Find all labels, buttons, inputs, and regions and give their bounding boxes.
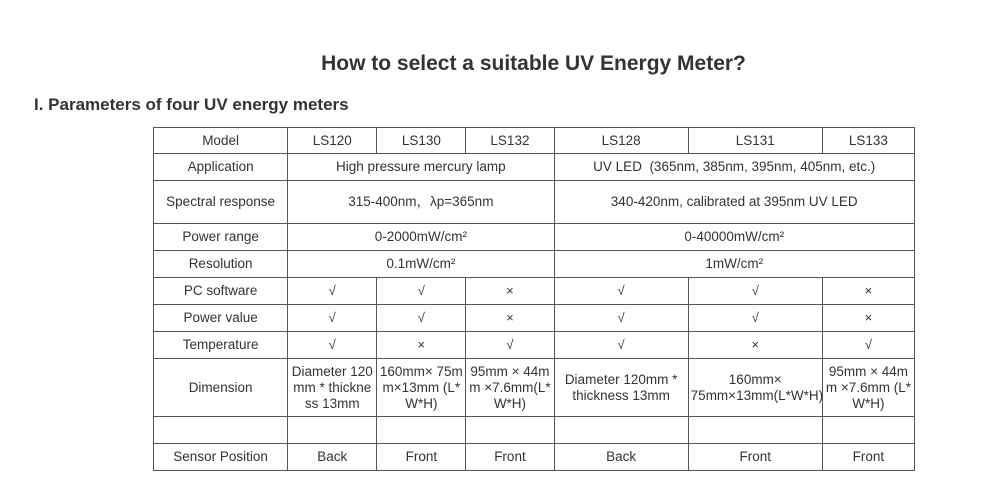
pc-software-ls131: √ xyxy=(688,278,822,305)
pc-software-row xyxy=(154,278,915,305)
section-heading: I. Parameters of four UV energy meters xyxy=(34,95,349,114)
application-row xyxy=(154,154,915,181)
spectral-group2: 340-420nm, calibrated at 395nm UV LED xyxy=(554,181,915,224)
model-row xyxy=(154,128,915,154)
page-title: How to select a suitable UV Energy Meter? xyxy=(321,52,746,75)
power-range-row xyxy=(154,224,915,251)
sensor-position-ls133: Front xyxy=(822,444,914,471)
spectral-row xyxy=(154,181,915,224)
temperature-ls131: × xyxy=(688,332,822,359)
application-group1: High pressure mercury lamp xyxy=(288,154,554,181)
pc-software-ls130: √ xyxy=(377,278,466,305)
pc-software-ls120: √ xyxy=(288,278,377,305)
dimension-row xyxy=(154,359,915,417)
row-label-dimension: Dimension xyxy=(154,359,288,417)
power-value-ls133: × xyxy=(822,305,914,332)
sensor-position-ls120: Back xyxy=(288,444,377,471)
temperature-row xyxy=(154,332,915,359)
empty-cell xyxy=(554,417,688,444)
model-ls120: LS120 xyxy=(288,128,377,154)
empty-cell xyxy=(288,417,377,444)
row-label-power-value: Power value xyxy=(154,305,288,332)
power-value-row xyxy=(154,305,915,332)
row-label-sensor-position: Sensor Position xyxy=(154,444,288,471)
row-label-spectral: Spectral response xyxy=(154,181,288,224)
sensor-position-row xyxy=(154,444,915,471)
power-value-ls120: √ xyxy=(288,305,377,332)
temperature-ls120: √ xyxy=(288,332,377,359)
sensor-position-ls130: Front xyxy=(377,444,466,471)
empty-cell xyxy=(154,417,288,444)
power-value-ls130: √ xyxy=(377,305,466,332)
pc-software-ls128: √ xyxy=(554,278,688,305)
model-ls132: LS132 xyxy=(466,128,554,154)
resolution-group2: 1mW/cm² xyxy=(554,251,915,278)
row-label-application: Application xyxy=(154,154,288,181)
row-label-resolution: Resolution xyxy=(154,251,288,278)
spectral-group1: 315-400nm，λp=365nm xyxy=(288,181,554,224)
parameters-table xyxy=(153,127,915,471)
empty-row xyxy=(154,417,915,444)
temperature-ls133: √ xyxy=(822,332,914,359)
dimension-ls120: Diameter 120mm * thickness 13mm xyxy=(288,359,377,417)
pc-software-ls132: × xyxy=(466,278,554,305)
power-range-group2: 0-40000mW/cm² xyxy=(554,224,915,251)
row-label-power-range: Power range xyxy=(154,224,288,251)
empty-cell xyxy=(822,417,914,444)
power-range-group1: 0-2000mW/cm² xyxy=(288,224,554,251)
dimension-ls128: Diameter 120mm * thickness 13mm xyxy=(554,359,688,417)
temperature-ls128: √ xyxy=(554,332,688,359)
resolution-group1: 0.1mW/cm² xyxy=(288,251,554,278)
sensor-position-ls131: Front xyxy=(688,444,822,471)
row-label-model: Model xyxy=(154,128,288,154)
sensor-position-ls132: Front xyxy=(466,444,554,471)
temperature-ls130: × xyxy=(377,332,466,359)
dimension-ls130: 160mm× 75mm×13mm (L*W*H) xyxy=(377,359,466,417)
dimension-ls133: 95mm × 44mm ×7.6mm (L*W*H) xyxy=(822,359,914,417)
dimension-ls132: 95mm × 44mm ×7.6mm(L*W*H) xyxy=(466,359,554,417)
temperature-ls132: √ xyxy=(466,332,554,359)
dimension-ls131: 160mm× 75mm×13mm(L*W*H) xyxy=(688,359,822,417)
empty-cell xyxy=(377,417,466,444)
empty-cell xyxy=(466,417,554,444)
power-value-ls128: √ xyxy=(554,305,688,332)
row-label-pc-software: PC software xyxy=(154,278,288,305)
resolution-row xyxy=(154,251,915,278)
power-value-ls131: √ xyxy=(688,305,822,332)
row-label-temperature: Temperature xyxy=(154,332,288,359)
pc-software-ls133: × xyxy=(822,278,914,305)
sensor-position-ls128: Back xyxy=(554,444,688,471)
model-ls130: LS130 xyxy=(377,128,466,154)
application-group2: UV LED (365nm, 385nm, 395nm, 405nm, etc.) xyxy=(554,154,915,181)
empty-cell xyxy=(688,417,822,444)
model-ls131: LS131 xyxy=(688,128,822,154)
power-value-ls132: × xyxy=(466,305,554,332)
model-ls133: LS133 xyxy=(822,128,914,154)
model-ls128: LS128 xyxy=(554,128,688,154)
